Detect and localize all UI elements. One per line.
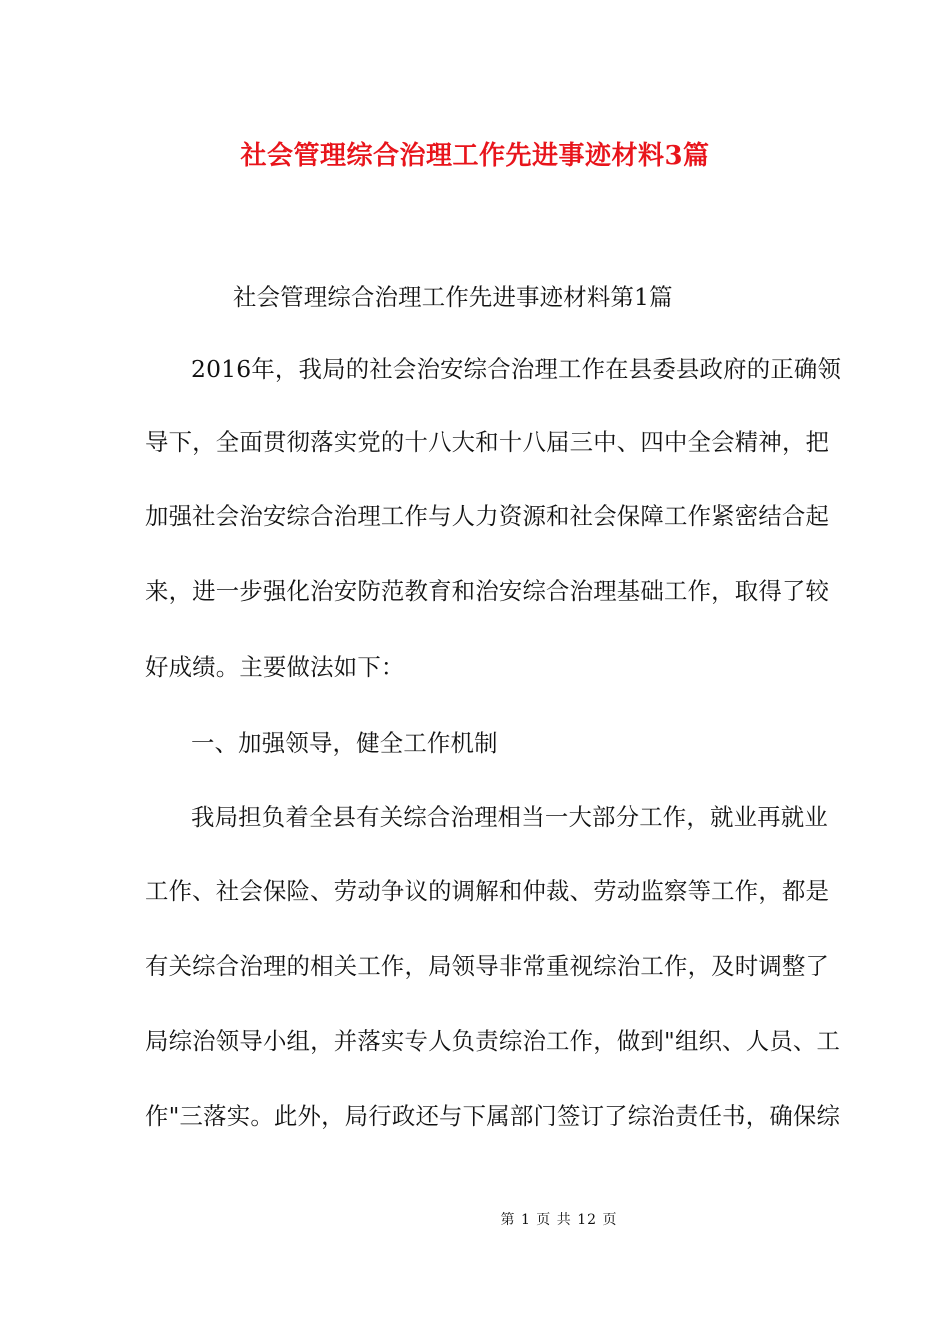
section-subtitle: 社会管理综合治理工作先进事迹材料第1篇 bbox=[233, 283, 673, 311]
paragraph-line: 导下，全面贯彻落实党的十八大和十八届三中、四中全会精神，把 bbox=[145, 428, 830, 456]
page-number-footer: 第 1 页 共 12 页 bbox=[500, 1212, 618, 1228]
paragraph-line: 局综治领导小组，并落实专人负责综治工作，做到"组织、人员、工 bbox=[145, 1027, 841, 1055]
paragraph-line: 2016年，我局的社会治安综合治理工作在县委县政府的正确领 bbox=[191, 355, 842, 383]
paragraph-line: 工作、社会保险、劳动争议的调解和仲裁、劳动监察等工作，都是 bbox=[145, 877, 830, 905]
paragraph-line: 加强社会治安综合治理工作与人力资源和社会保障工作紧密结合起 bbox=[145, 502, 830, 530]
paragraph-line: 好成绩。主要做法如下： bbox=[145, 653, 405, 681]
document-title: 社会管理综合治理工作先进事迹材料3篇 bbox=[240, 141, 710, 171]
paragraph-line: 来，进一步强化治安防范教育和治安综合治理基础工作，取得了较 bbox=[145, 577, 830, 605]
paragraph-line: 有关综合治理的相关工作，局领导非常重视综治工作，及时调整了 bbox=[145, 952, 830, 980]
section-heading: 一、加强领导，健全工作机制 bbox=[191, 729, 498, 757]
paragraph-line: 我局担负着全县有关综合治理相当一大部分工作，就业再就业 bbox=[191, 803, 828, 831]
paragraph-line: 作"三落实。此外，局行政还与下属部门签订了综治责任书，确保综 bbox=[145, 1102, 841, 1130]
